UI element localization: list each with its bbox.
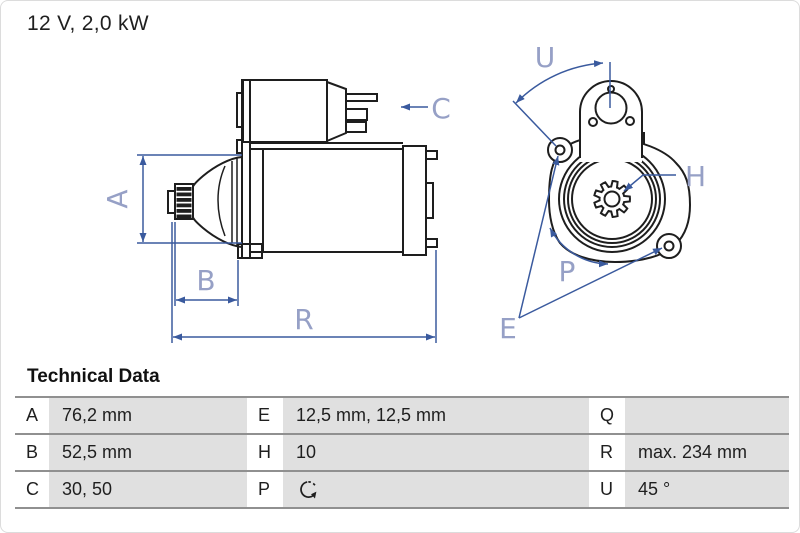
drive-end-cone: [192, 157, 242, 247]
spec-value: max. 234 mm: [625, 433, 789, 470]
spec-value: 52,5 mm: [49, 433, 247, 470]
spec-label: Q: [589, 396, 625, 433]
mounting-hole: [556, 146, 565, 155]
dim-label-u: U: [534, 41, 556, 74]
spec-label: R: [589, 433, 625, 470]
dim-label-h: H: [685, 160, 707, 193]
technical-data-table: [15, 396, 789, 509]
spec-label: A: [15, 396, 49, 433]
pinion-shaft: [168, 191, 175, 213]
spec-label: B: [15, 433, 49, 470]
dim-label-p: P: [558, 255, 576, 288]
spec-value-rotation: [283, 470, 589, 509]
side-view: [168, 80, 437, 258]
dim-label-e: E: [499, 312, 517, 345]
dim-label-b: B: [196, 264, 216, 297]
bracket-hole: [596, 93, 627, 124]
front-view: [548, 81, 690, 262]
spec-label: U: [589, 470, 625, 509]
dimension-e-leader: [519, 156, 558, 318]
solenoid: [243, 80, 327, 142]
spec-label: E: [247, 396, 283, 433]
spec-value: 30, 50: [49, 470, 247, 509]
spec-value: 76,2 mm: [49, 396, 247, 433]
spec-value: 12,5 mm, 12,5 mm: [283, 396, 589, 433]
dim-label-r: R: [294, 303, 314, 336]
spec-value: 10: [283, 433, 589, 470]
section-heading: Technical Data: [27, 366, 160, 387]
shaft-hole: [605, 192, 620, 207]
spec-value: 45 °: [625, 470, 789, 509]
end-cap: [403, 146, 426, 255]
spec-label: C: [15, 470, 49, 509]
page-title: 12 V, 2,0 kW: [27, 12, 149, 35]
mounting-hole: [665, 242, 674, 251]
spec-label: H: [247, 433, 283, 470]
spec-value: [625, 396, 789, 433]
spec-label: P: [247, 470, 283, 509]
rotation-direction-icon: [298, 478, 321, 501]
dim-label-a: A: [101, 189, 134, 209]
dim-label-c: C: [431, 92, 451, 125]
terminal-stud: [346, 94, 377, 101]
motor-body: [250, 149, 403, 252]
